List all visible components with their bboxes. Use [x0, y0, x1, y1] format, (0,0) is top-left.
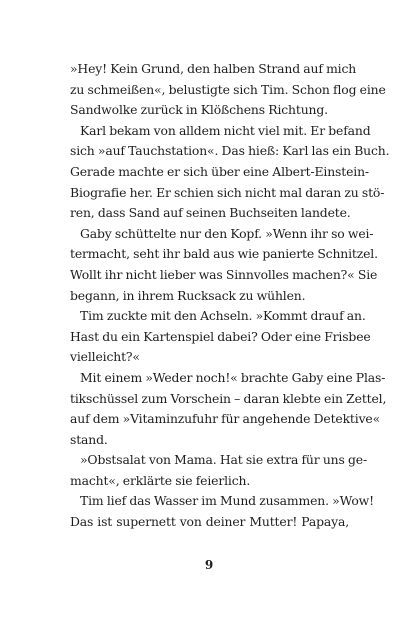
text-line: Gerade machte er sich über eine Albert-Einstein-: [70, 163, 369, 179]
body-text: [70, 59, 390, 533]
paragraph: [70, 224, 378, 306]
text-line: auf dem »Vitaminzufuhr für angehende Detektive«: [70, 411, 381, 427]
text-line: sich »auf Tauchstation«. Das hieß: Karl las ein Buch.: [70, 143, 390, 159]
text-line: vielleicht?«: [70, 349, 140, 365]
text-line: begann, in ihrem Rucksack zu wühlen.: [70, 287, 306, 303]
paragraph: [70, 491, 374, 532]
text-line: Mit einem »Weder noch!« brachte Gaby eine Plas-: [80, 369, 386, 385]
page-number: 9: [204, 558, 214, 572]
text-line: Karl bekam von alldem nicht viel mit. Er befand: [80, 122, 371, 138]
text-line: zu schmeißen«, belustigte sich Tim. Schon flog eine: [70, 81, 386, 97]
text-line: macht«, erklärte sie feierlich.: [70, 472, 251, 488]
text-line: Biografie her. Er schien sich nicht mal daran zu stö-: [70, 184, 385, 200]
text-line: termacht, seht ihr bald aus wie panierte Schnitzel.: [70, 246, 378, 262]
text-line: Sandwolke zurück in Klößchens Richtung.: [70, 102, 328, 118]
text-line: tikschüssel zum Vorschein – daran klebte ein Zettel,: [70, 390, 387, 406]
text-line: Tim lief das Wasser im Mund zusammen. »Wow!: [80, 493, 374, 509]
text-line: ren, dass Sand auf seinen Buchseiten landete.: [70, 205, 351, 221]
text-line: Gaby schüttelte nur den Kopf. »Wenn ihr so wei-: [80, 225, 374, 241]
text-line: »Obstsalat von Mama. Hat sie extra für uns ge-: [80, 452, 367, 468]
paragraph: [70, 59, 386, 121]
text-line: Das ist supernett von deiner Mutter! Papaya,: [70, 514, 349, 530]
text-line: Tim zuckte mit den Achseln. »Kommt drauf an.: [80, 308, 366, 324]
paragraph: [70, 368, 387, 450]
paragraph: [70, 121, 390, 224]
text-line: Wollt ihr nicht lieber was Sinnvolles machen?« Sie: [70, 266, 378, 282]
text-line: stand.: [70, 431, 108, 447]
paragraph: [70, 450, 367, 491]
paragraph: [70, 306, 371, 368]
text-line: »Hey! Kein Grund, den halben Strand auf mich: [70, 61, 357, 76]
text-line: Hast du ein Kartenspiel dabei? Oder eine Frisbee: [70, 328, 371, 344]
